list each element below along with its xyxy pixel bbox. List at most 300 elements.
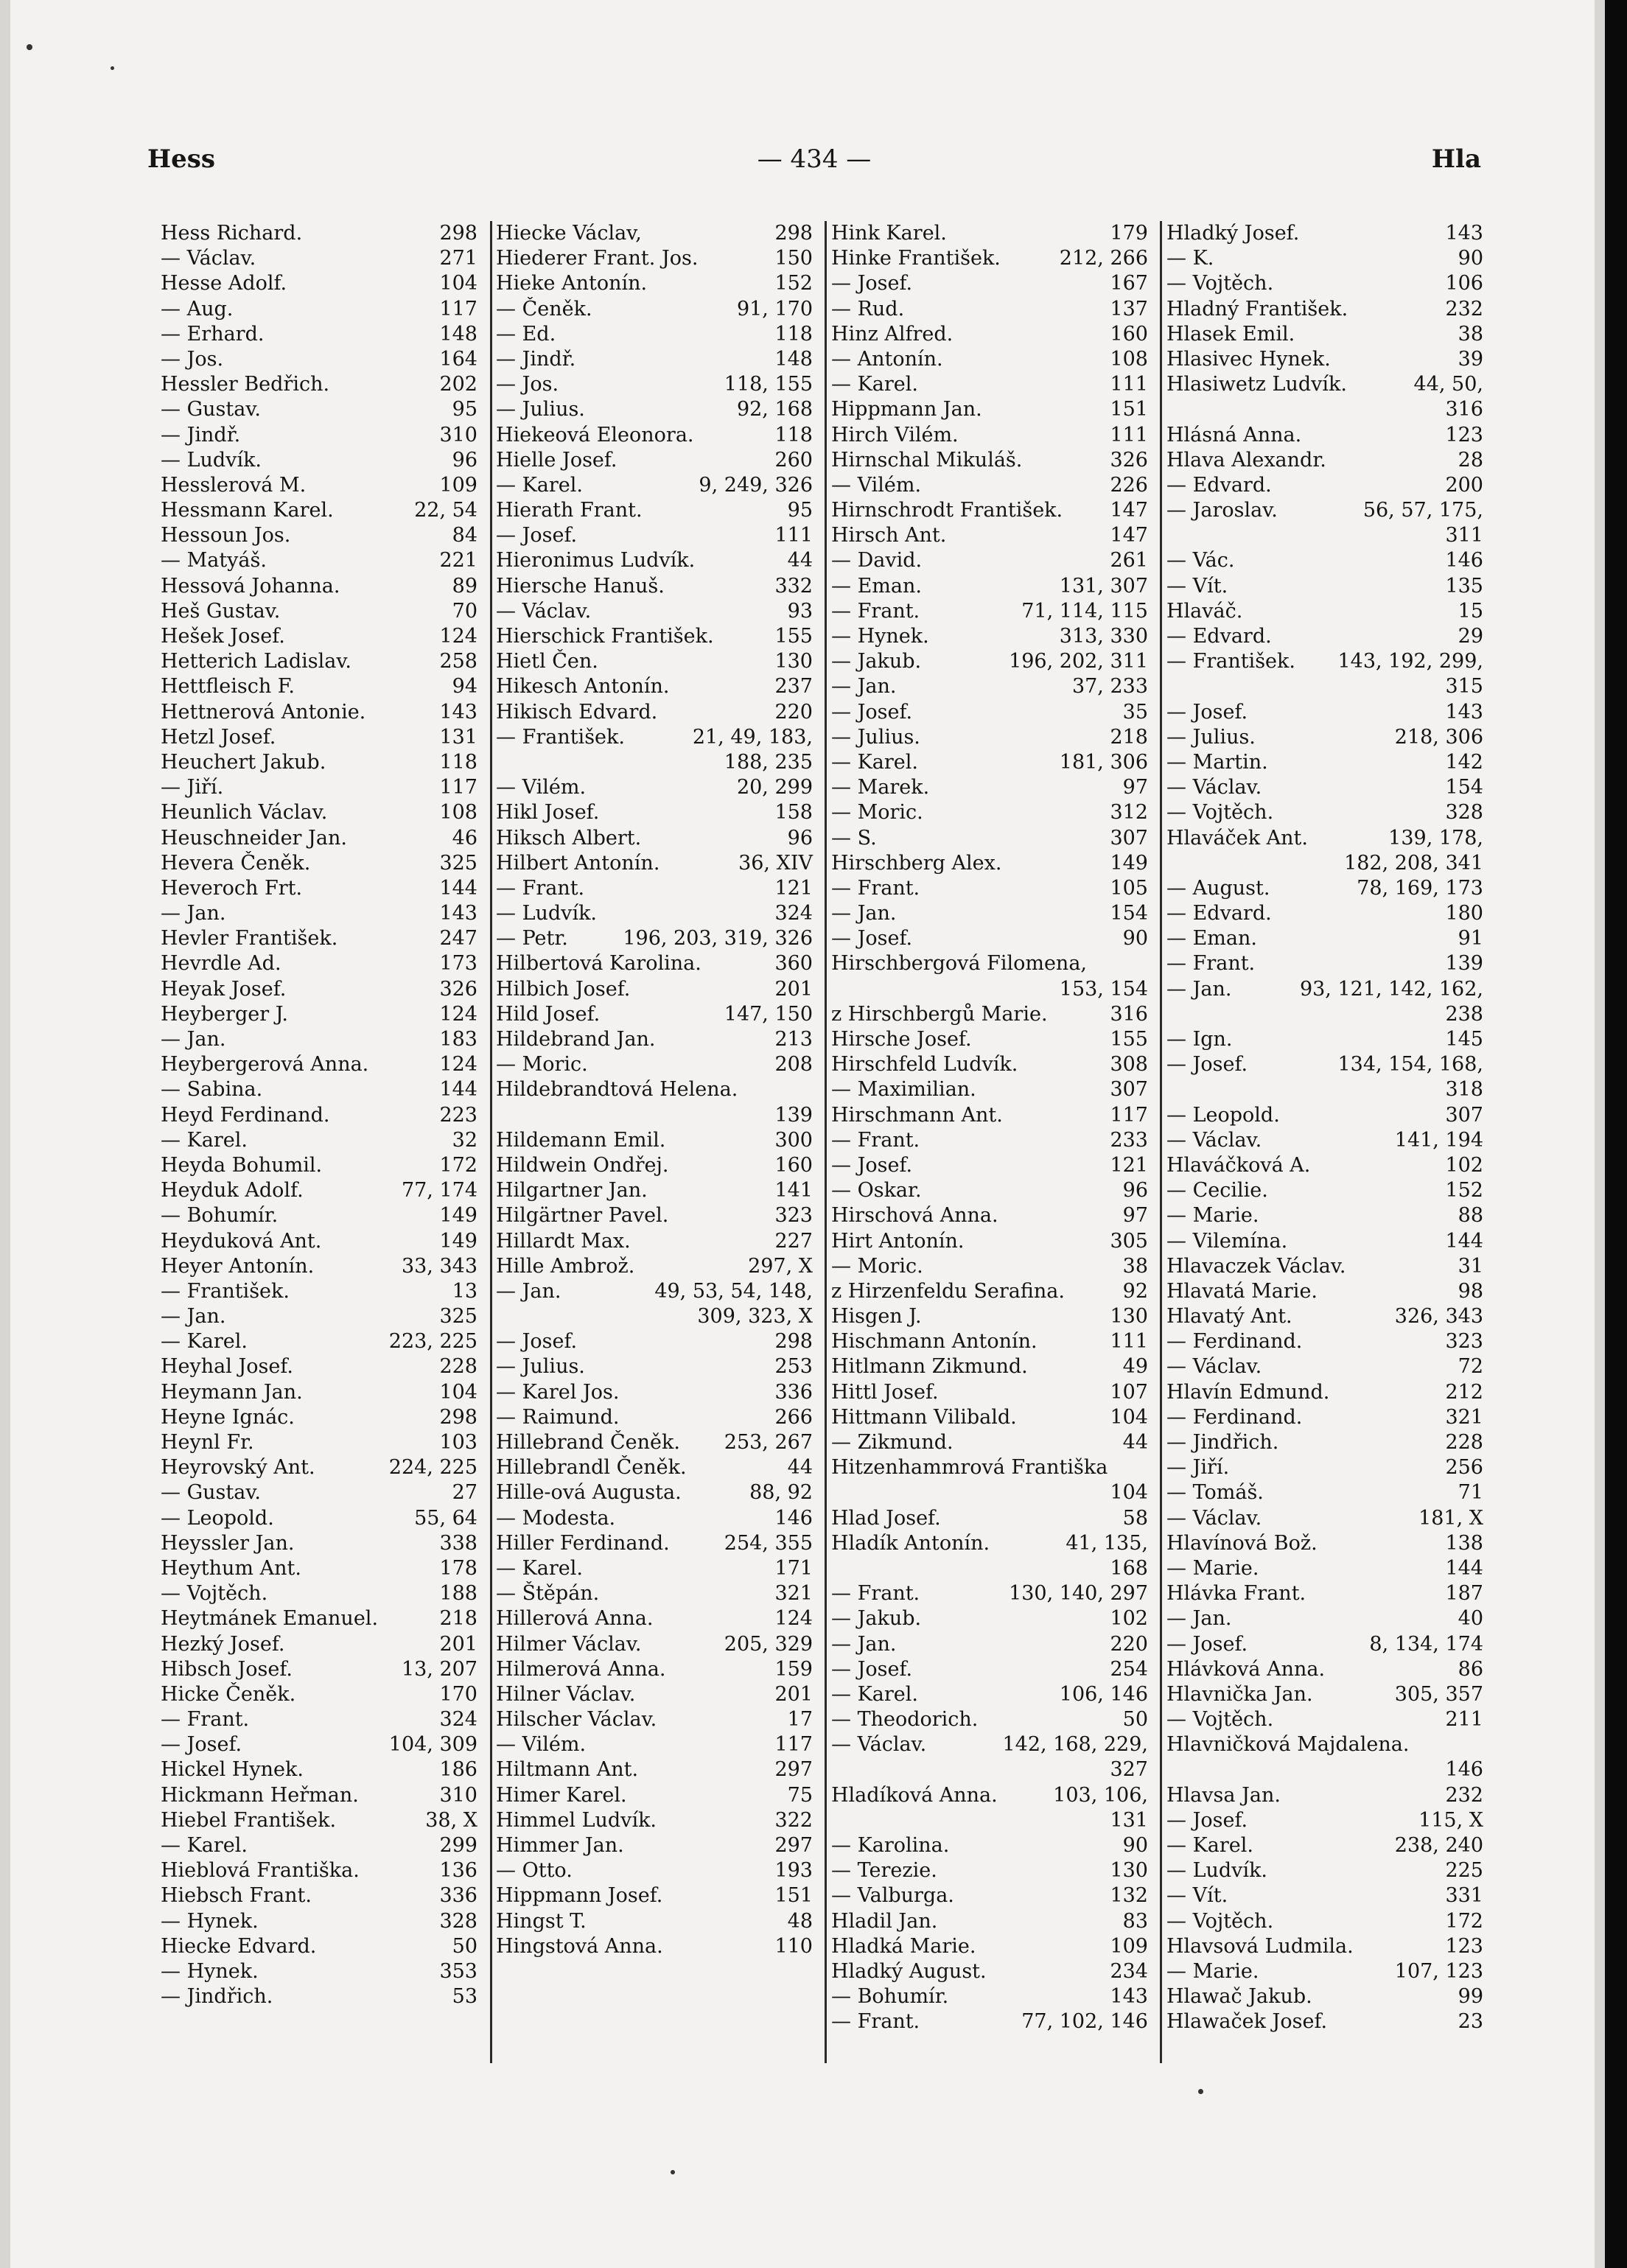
- entry-name: — Čeněk.: [496, 297, 592, 321]
- index-entry: [1166, 1455, 1483, 1480]
- entry-page-refs: 151: [1110, 398, 1148, 421]
- index-entry: [1166, 1556, 1483, 1581]
- entry-name: Hillardt Max.: [496, 1229, 631, 1253]
- index-entry: [161, 1959, 477, 1984]
- entry-name: — Frant.: [161, 1708, 250, 1732]
- entry-page-refs: 226: [1110, 473, 1148, 497]
- entry-name: — Frant.: [496, 876, 585, 900]
- entry-name: — Julius.: [1166, 725, 1256, 749]
- index-entry: [831, 448, 1148, 473]
- entry-page-refs: 154: [1445, 776, 1483, 799]
- entry-page-refs: 321: [1445, 1405, 1483, 1429]
- entry-name: — Václav.: [831, 1733, 927, 1757]
- entry-page-refs: 121: [1110, 1153, 1148, 1177]
- index-entry: [496, 1531, 813, 1556]
- entry-page-refs: 266: [774, 1405, 813, 1429]
- entry-name: Hevrdle Ad.: [161, 952, 281, 976]
- index-column-1: [161, 221, 477, 2009]
- index-entry: [161, 246, 477, 271]
- entry-name: Hieblová Františka.: [161, 1859, 360, 1883]
- index-entry: [161, 951, 477, 976]
- entry-page-refs: 201: [774, 1682, 813, 1706]
- entry-name: Hlasek Emil.: [1166, 322, 1295, 346]
- entry-name: Hirnschal Mikuláš.: [831, 448, 1023, 472]
- entry-name: Hink Karel.: [831, 222, 947, 245]
- index-entry: [831, 574, 1148, 599]
- index-entry: [496, 1077, 813, 1102]
- entry-name: — Karel.: [496, 473, 583, 497]
- entry-page-refs: 160: [774, 1153, 813, 1177]
- entry-name: — Václav.: [1166, 1506, 1262, 1530]
- entry-page-refs: 71, 114, 115: [1021, 599, 1148, 623]
- entry-name: Hildebrandtová Helena.: [496, 1078, 738, 1102]
- index-entry: [161, 1279, 477, 1304]
- index-entry: [161, 1556, 477, 1581]
- entry-page-refs: 131: [1110, 1808, 1148, 1832]
- entry-page-refs: 218: [439, 1607, 477, 1631]
- index-entry: [496, 1052, 813, 1077]
- index-entry: [161, 725, 477, 750]
- index-entry: [831, 1178, 1148, 1203]
- entry-name: Hille Ambrož.: [496, 1254, 635, 1278]
- index-entry: [831, 775, 1148, 800]
- entry-name: — Frant.: [831, 599, 920, 623]
- entry-page-refs: 130: [774, 650, 813, 673]
- index-entry: [496, 1430, 813, 1455]
- entry-name: — Karel.: [831, 750, 918, 774]
- entry-name: — Leopold.: [161, 1506, 274, 1530]
- index-entry: [1166, 1757, 1483, 1782]
- index-entry: [496, 271, 813, 296]
- entry-page-refs: 77, 102, 146: [1021, 2010, 1148, 2034]
- entry-name: — Jindřich.: [1166, 1431, 1279, 1454]
- entry-name: Himmel Ludvík.: [496, 1808, 657, 1832]
- entry-page-refs: 143: [1445, 700, 1483, 724]
- entry-name: — Vojtěch.: [161, 1582, 268, 1606]
- entry-name: Hilgartner Jan.: [496, 1179, 648, 1203]
- entry-name: Hladká Marie.: [831, 1934, 976, 1958]
- entry-page-refs: 326: [439, 977, 477, 1001]
- entry-name: — Moric.: [831, 1254, 923, 1278]
- entry-name: — Gustav.: [161, 398, 261, 421]
- index-entry: [161, 271, 477, 296]
- entry-name: Hillebrand Čeněk.: [496, 1431, 680, 1454]
- entry-page-refs: 9, 249, 326: [699, 473, 813, 497]
- index-entry: [831, 1682, 1148, 1707]
- index-entry: [496, 246, 813, 271]
- entry-page-refs: 96: [1122, 1179, 1148, 1203]
- entry-name: Hilscher Václav.: [496, 1708, 657, 1732]
- index-entry: [831, 1254, 1148, 1279]
- entry-name: — Martin.: [1166, 750, 1268, 774]
- entry-name: — František.: [161, 1279, 290, 1303]
- index-entry: [831, 1052, 1148, 1077]
- entry-page-refs: 297, X: [748, 1254, 813, 1278]
- entry-page-refs: 132: [1110, 1884, 1148, 1908]
- entry-name: — Josef.: [1166, 700, 1248, 724]
- entry-page-refs: 107: [1110, 1380, 1148, 1404]
- entry-page-refs: 171: [774, 1556, 813, 1580]
- index-entry: [496, 1002, 813, 1027]
- entry-page-refs: 336: [439, 1884, 477, 1908]
- entry-page-refs: 95: [452, 398, 477, 421]
- scan-speck: [1198, 2089, 1203, 2094]
- index-entry: [496, 1581, 813, 1606]
- scan-edge: [1605, 0, 1627, 2268]
- entry-name: — Edvard.: [1166, 473, 1272, 497]
- entry-name: Heyberger J.: [161, 1002, 289, 1026]
- entry-page-refs: 44: [787, 549, 813, 573]
- entry-page-refs: 254: [1110, 1657, 1148, 1681]
- entry-name: — Josef.: [831, 272, 913, 295]
- index-entry: [161, 1405, 477, 1430]
- index-entry: [496, 1455, 813, 1480]
- entry-page-refs: 307: [1445, 1103, 1483, 1127]
- entry-page-refs: 32: [452, 1128, 477, 1152]
- entry-page-refs: 44, 50,: [1413, 373, 1483, 396]
- index-entry: [831, 2009, 1148, 2034]
- entry-page-refs: 220: [1110, 1632, 1148, 1656]
- entry-page-refs: 182, 208, 341: [1344, 851, 1483, 875]
- entry-page-refs: 49, 53, 54, 148,: [654, 1279, 813, 1303]
- entry-page-refs: 188, 235: [724, 750, 813, 774]
- entry-page-refs: 300: [774, 1128, 813, 1152]
- entry-page-refs: 298: [439, 222, 477, 245]
- entry-page-refs: 261: [1110, 549, 1148, 573]
- entry-page-refs: 123: [1445, 423, 1483, 447]
- entry-name: Heuschneider Jan.: [161, 826, 347, 850]
- entry-name: — Bohumír.: [831, 1985, 949, 2009]
- entry-name: Hingstová Anna.: [496, 1934, 663, 1958]
- entry-name: — Jindřich.: [161, 1985, 273, 2009]
- entry-name: — Václav.: [1166, 776, 1262, 799]
- index-entry: [1166, 1632, 1483, 1657]
- entry-page-refs: 321: [774, 1582, 813, 1606]
- entry-name: — Josef.: [831, 1657, 913, 1681]
- entry-page-refs: 172: [439, 1153, 477, 1177]
- index-entry: [161, 1808, 477, 1833]
- entry-page-refs: 218, 306: [1394, 725, 1483, 749]
- entry-page-refs: 147: [1110, 499, 1148, 522]
- index-entry: [831, 1531, 1148, 1556]
- entry-page-refs: 48: [787, 1909, 813, 1933]
- entry-page-refs: 233: [1110, 1128, 1148, 1152]
- entry-name: — Frant.: [831, 876, 920, 900]
- entry-name: Hessoun Jos.: [161, 524, 291, 547]
- index-entry: [161, 750, 477, 775]
- index-entry: [496, 1380, 813, 1405]
- entry-page-refs: 147: [1110, 524, 1148, 547]
- entry-page-refs: 183: [439, 1028, 477, 1051]
- entry-page-refs: 253, 267: [724, 1431, 813, 1454]
- entry-page-refs: 324: [774, 902, 813, 925]
- entry-page-refs: 305, 357: [1394, 1682, 1483, 1706]
- entry-name: — Josef.: [1166, 1808, 1248, 1832]
- index-entry: [831, 1858, 1148, 1883]
- index-entry: [161, 523, 477, 548]
- entry-page-refs: 168: [1110, 1556, 1148, 1580]
- entry-page-refs: 160: [1110, 322, 1148, 346]
- index-entry: [496, 423, 813, 448]
- entry-page-refs: 205, 329: [724, 1632, 813, 1656]
- index-entry: [496, 1254, 813, 1279]
- entry-page-refs: 308: [1110, 1053, 1148, 1077]
- entry-name: — Jan.: [1166, 977, 1232, 1001]
- entry-name: — Vojtěch.: [1166, 1708, 1274, 1732]
- entry-name: Hilbert Antonín.: [496, 851, 660, 875]
- entry-name: Heyhal Josef.: [161, 1355, 294, 1379]
- entry-page-refs: 117: [439, 297, 477, 321]
- index-entry: [496, 926, 813, 951]
- entry-page-refs: 86: [1458, 1657, 1483, 1681]
- index-entry: [496, 1128, 813, 1153]
- entry-page-refs: 237: [774, 675, 813, 699]
- entry-name: Hessová Johanna.: [161, 574, 340, 598]
- entry-name: Hlaváč.: [1166, 599, 1243, 623]
- entry-name: Hesse Adolf.: [161, 272, 287, 295]
- index-entry: [161, 1304, 477, 1329]
- index-entry: [1166, 1682, 1483, 1707]
- entry-name: — Ferdinand.: [1166, 1405, 1303, 1429]
- index-entry: [496, 1103, 813, 1128]
- entry-name: Hlávka Frant.: [1166, 1582, 1306, 1606]
- entry-page-refs: 224, 225: [388, 1456, 477, 1480]
- index-entry: [831, 1455, 1148, 1480]
- entry-name: — Julius.: [496, 1355, 585, 1379]
- entry-page-refs: 118: [774, 322, 813, 346]
- entry-page-refs: 37, 233: [1071, 675, 1148, 699]
- index-entry: [1166, 1203, 1483, 1228]
- entry-page-refs: 97: [1122, 1204, 1148, 1228]
- scan-speck: [111, 66, 114, 70]
- entry-name: Hingst T.: [496, 1909, 587, 1933]
- entry-name: — Otto.: [496, 1859, 573, 1883]
- index-entry: [831, 1984, 1148, 2009]
- index-entry: [831, 498, 1148, 523]
- index-entry: [1166, 1380, 1483, 1405]
- index-entry: [161, 876, 477, 901]
- entry-page-refs: 46: [452, 826, 477, 850]
- entry-name: Hiederer Frant. Jos.: [496, 247, 699, 270]
- entry-name: Hirt Antonín.: [831, 1229, 965, 1253]
- index-entry: [831, 423, 1148, 448]
- entry-page-refs: 20, 299: [736, 776, 813, 799]
- entry-page-refs: 124: [439, 1002, 477, 1026]
- entry-name: Hirschová Anna.: [831, 1204, 998, 1228]
- entry-name: — Vojtěch.: [1166, 1909, 1274, 1933]
- index-entry: [161, 1203, 477, 1228]
- entry-name: Hikisch Edvard.: [496, 700, 658, 724]
- index-entry: [161, 1682, 477, 1707]
- index-entry: [161, 1254, 477, 1279]
- index-entry: [831, 700, 1148, 725]
- entry-page-refs: 360: [774, 952, 813, 976]
- entry-name: — Raimund.: [496, 1405, 620, 1429]
- index-entry: [1166, 448, 1483, 473]
- index-entry: [831, 1833, 1148, 1858]
- index-entry: [161, 221, 477, 246]
- entry-page-refs: 238: [1445, 1002, 1483, 1026]
- entry-page-refs: 149: [439, 1204, 477, 1228]
- index-entry: [161, 397, 477, 422]
- entry-name: Hlaváčková A.: [1166, 1153, 1311, 1177]
- entry-page-refs: 117: [1110, 1103, 1148, 1127]
- index-entry: [1166, 1405, 1483, 1430]
- entry-name: Heythum Ant.: [161, 1556, 301, 1580]
- entry-page-refs: 91: [1458, 927, 1483, 951]
- entry-page-refs: 109: [1110, 1934, 1148, 1958]
- entry-name: Hetzl Josef.: [161, 725, 276, 749]
- entry-page-refs: 143: [1445, 222, 1483, 245]
- entry-page-refs: 77, 174: [401, 1179, 477, 1203]
- entry-name: Hlasiwetz Ludvík.: [1166, 373, 1347, 396]
- entry-page-refs: 297: [774, 1834, 813, 1857]
- entry-page-refs: 232: [1445, 297, 1483, 321]
- index-entry: [496, 1178, 813, 1203]
- entry-page-refs: 44: [787, 1456, 813, 1480]
- entry-page-refs: 78, 169, 173: [1357, 876, 1483, 900]
- index-entry: [1166, 1581, 1483, 1606]
- entry-page-refs: 170: [439, 1682, 477, 1706]
- entry-page-refs: 315: [1445, 675, 1483, 699]
- index-entry: [161, 1027, 477, 1052]
- index-entry: [831, 1329, 1148, 1354]
- index-entry: [496, 624, 813, 649]
- entry-name: — Jaroslav.: [1166, 499, 1278, 522]
- index-entry: [161, 347, 477, 372]
- entry-page-refs: 29: [1458, 625, 1483, 648]
- entry-name: Hladíková Anna.: [831, 1783, 998, 1807]
- index-entry: [496, 1732, 813, 1757]
- entry-name: Hladný František.: [1166, 297, 1348, 321]
- index-entry: [1166, 649, 1483, 674]
- index-entry: [831, 1304, 1148, 1329]
- entry-page-refs: 17: [787, 1708, 813, 1732]
- entry-page-refs: 228: [439, 1355, 477, 1379]
- index-entry: [1166, 1279, 1483, 1304]
- entry-name: — Marie.: [1166, 1204, 1259, 1228]
- index-entry: [831, 473, 1148, 498]
- entry-name: — Jindř.: [161, 423, 241, 447]
- entry-page-refs: 102: [1110, 1607, 1148, 1631]
- entry-page-refs: 139: [774, 1103, 813, 1127]
- entry-name: Himmer Jan.: [496, 1834, 624, 1857]
- index-entry: [161, 473, 477, 498]
- entry-name: — Jan.: [161, 1028, 226, 1051]
- entry-name: — Jan.: [1166, 1607, 1232, 1631]
- index-entry: [831, 649, 1148, 674]
- entry-name: — Karel.: [161, 1330, 248, 1354]
- entry-page-refs: 310: [439, 423, 477, 447]
- index-entry: [496, 1783, 813, 1808]
- entry-page-refs: 131, 307: [1059, 574, 1148, 598]
- index-entry: [161, 1934, 477, 1959]
- entry-name: — Josef.: [1166, 1632, 1248, 1656]
- entry-name: Hillerová Anna.: [496, 1607, 654, 1631]
- index-entry: [161, 372, 477, 397]
- entry-page-refs: 332: [774, 574, 813, 598]
- index-entry: [1166, 1984, 1483, 2009]
- entry-page-refs: 201: [439, 1632, 477, 1656]
- entry-page-refs: 97: [1122, 776, 1148, 799]
- entry-name: — Jiří.: [161, 776, 224, 799]
- entry-name: — Hynek.: [161, 1959, 259, 1983]
- index-entry: [831, 1480, 1148, 1505]
- entry-name: — Jan.: [161, 1305, 226, 1329]
- entry-name: Hirsch Ant.: [831, 524, 947, 547]
- index-entry: [161, 1732, 477, 1757]
- entry-name: — Jiří.: [1166, 1456, 1230, 1480]
- entry-page-refs: 124: [439, 625, 477, 648]
- index-entry: [1166, 599, 1483, 624]
- index-entry: [161, 498, 477, 523]
- index-entry: [161, 1506, 477, 1531]
- index-entry: [161, 1077, 477, 1102]
- entry-page-refs: [807, 1077, 813, 1102]
- index-entry: [496, 826, 813, 851]
- entry-page-refs: 90: [1122, 927, 1148, 951]
- entry-page-refs: 38: [1122, 1254, 1148, 1278]
- page-number: — 434 —: [757, 144, 872, 174]
- entry-page-refs: 318: [1445, 1078, 1483, 1102]
- entry-page-refs: 106: [1445, 272, 1483, 295]
- index-entry: [161, 1430, 477, 1455]
- index-entry: [161, 800, 477, 825]
- index-entry: [496, 1707, 813, 1732]
- entry-page-refs: 118, 155: [724, 373, 813, 396]
- index-entry: [161, 1002, 477, 1027]
- entry-name: — Ludvík.: [496, 902, 598, 925]
- entry-page-refs: 326: [1110, 448, 1148, 472]
- index-entry: [496, 1304, 813, 1329]
- index-entry: [831, 1606, 1148, 1631]
- entry-page-refs: 130: [1110, 1305, 1148, 1329]
- entry-name: — Zikmund.: [831, 1431, 954, 1454]
- entry-page-refs: 312: [1110, 801, 1148, 825]
- entry-page-refs: 327: [1110, 1758, 1148, 1782]
- index-entry: [496, 725, 813, 750]
- entry-name: — Aug.: [161, 297, 234, 321]
- index-entry: [1166, 851, 1483, 876]
- entry-name: Heyduková Ant.: [161, 1229, 322, 1253]
- entry-name: Heuchert Jakub.: [161, 750, 326, 774]
- entry-name: Hietl Čen.: [496, 650, 598, 673]
- entry-page-refs: 328: [1445, 801, 1483, 825]
- index-entry: [1166, 1506, 1483, 1531]
- entry-page-refs: 305: [1110, 1229, 1148, 1253]
- entry-name: Hessmann Karel.: [161, 499, 334, 522]
- entry-name: — Eman.: [831, 574, 922, 598]
- index-entry: [161, 423, 477, 448]
- entry-name: Hippmann Josef.: [496, 1884, 663, 1908]
- entry-page-refs: 88: [1458, 1204, 1483, 1228]
- entry-page-refs: 104, 309: [388, 1733, 477, 1757]
- entry-name: — Frant.: [1166, 952, 1256, 976]
- entry-page-refs: 331: [1445, 1884, 1483, 1908]
- entry-name: Hiecke Václav,: [496, 222, 642, 245]
- entry-page-refs: 254, 355: [724, 1531, 813, 1555]
- index-entry: [1166, 674, 1483, 699]
- entry-name: — Gustav.: [161, 1481, 261, 1505]
- entry-page-refs: 323: [774, 1204, 813, 1228]
- entry-name: Heš Gustav.: [161, 599, 281, 623]
- entry-page-refs: 135: [1445, 574, 1483, 598]
- index-entry: [496, 548, 813, 573]
- entry-name: — David.: [831, 549, 923, 573]
- index-entry: [831, 1380, 1148, 1405]
- entry-page-refs: 146: [1445, 1758, 1483, 1782]
- index-entry: [496, 1934, 813, 1959]
